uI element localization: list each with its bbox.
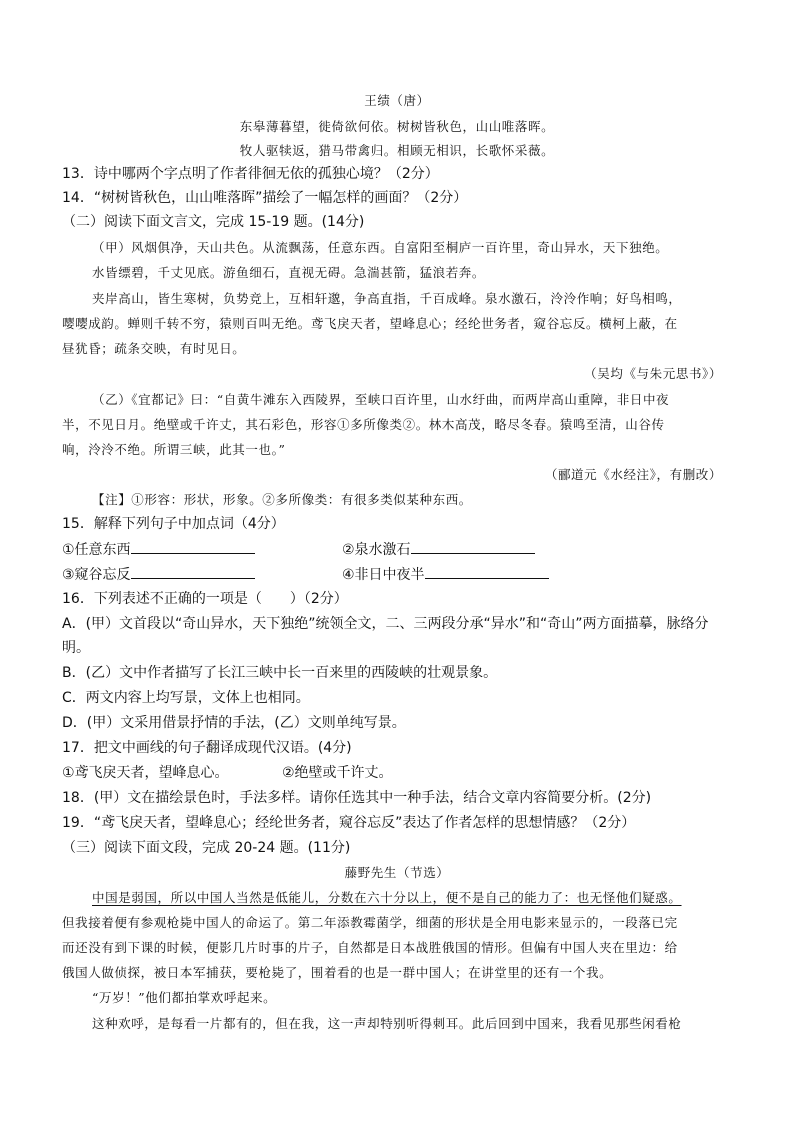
passage-a-line: 水皆缥碧，千丈见底。游鱼细石，直视无碍。急湍甚箭，猛浪若奔。 — [92, 265, 486, 280]
q16-option-b: B．(乙）文中作者描写了长江三峡中长一百来里的西陵峡的壮观景象。 — [62, 665, 498, 681]
q15-item-label: ②泉水激石 — [342, 542, 411, 558]
passage-b-line: 响，泠泠不绝。所谓三峡，此其一也。” — [62, 442, 286, 457]
passage-c-underlined-line: 中国是弱国，所以中国人当然是低能儿，分数在六十分以上，便不是自己的能力了：也无怪他们疑惑。 — [92, 890, 682, 905]
passage-b-line: （乙）《宜都记》曰：“自黄牛滩东入西陵界，至峡口百许里，山水纡曲，而两岸高山重障，非日中夜 — [92, 392, 670, 407]
passage-a-line: 昼犹昏；疏条交映，有时见日。 — [62, 341, 246, 356]
question-18: 18．(甲）文在描绘景色时，手法多样。请你任选其中一种手法，结合文章内容简要分析。(2分) — [62, 790, 652, 806]
q16-option-c: C．两文内容上均写景，文体上也相同。 — [62, 690, 310, 706]
passage-b-line: 半，不见日月。绝壁或千许丈，其石彩色，形容①多所像类②。林木高茂，略尽冬春。猿鸣至清，山谷传 — [62, 417, 665, 432]
q16-option-d: D．(甲）文采用借景抒情的手法，(乙）文则单纯写景。 — [62, 715, 406, 731]
q15-item-3 — [62, 564, 255, 585]
q16-option-a-cont: 明。 — [62, 640, 90, 656]
q15-item-2 — [342, 539, 535, 560]
passage-a-source: （吴均《与朱元思书》） — [584, 366, 722, 381]
answer-blank[interactable] — [131, 564, 255, 579]
passage-c-title: 藤野先生（节选） — [344, 865, 450, 880]
passage-a-line: （甲）风烟俱净，天山共色。从流飘荡，任意东西。自富阳至桐庐一百许里，奇山异水，天下独绝。 — [92, 240, 669, 255]
section-2-heading: （二）阅读下面文言文，完成 15-19 题。(14分) — [62, 214, 365, 230]
poem-line-1: 东皋薄暮望，徙倚欲何依。树树皆秋色，山山唯落晖。 — [239, 119, 555, 134]
question-14: 14．“树树皆秋色，山山唯落晖”描绘了一幅怎样的画面？（2分） — [62, 190, 468, 206]
passage-b-source: （郦道元《水经注》，有删改） — [544, 467, 722, 482]
answer-blank[interactable] — [131, 539, 255, 554]
q15-item-label: ③窥谷忘反 — [62, 567, 131, 583]
annotation-note: 【注】①形容：形状，形象。②多所像类：有很多类似某种东西。 — [92, 492, 472, 507]
q15-item-label: ④非日中夜半 — [342, 567, 425, 583]
answer-blank[interactable] — [425, 564, 549, 579]
question-15: 15．解释下列句子中加点词（4分） — [62, 516, 285, 532]
question-13: 13．诗中哪两个字点明了作者徘徊无依的孤独心境？（2分） — [62, 166, 439, 182]
section-3-heading: （三）阅读下面文段，完成 20-24 题。(11分) — [62, 840, 351, 856]
q17-item-1: ①鸢飞戾天者，望峰息心。 — [62, 765, 229, 781]
poem-author: 王绩（唐） — [364, 93, 430, 108]
q15-item-4 — [342, 564, 549, 585]
q17-item-2: ②绝壁或千许丈。 — [282, 765, 393, 781]
passage-a-line: 夹岸高山，皆生寒树，负势竞上，互相轩邈，争高直指，千百成峰。泉水激石，泠泠作响；好鸟相鸣， — [92, 291, 682, 306]
passage-c-line: 但我接着便有参观枪毙中国人的命运了。第二年添教霉菌学，细菌的形状是全用电影来显示的，一段落已完 — [62, 915, 678, 930]
question-16: 16．下列表述不正确的一项是（ ）（2分） — [62, 591, 348, 607]
passage-c-line: 俄国人做侦探，被日本军捕获，要枪毙了，围着看的也是一群中国人；在讲堂里的还有一个我。 — [62, 965, 613, 980]
question-17: 17．把文中画线的句子翻译成现代汉语。(4分) — [62, 740, 352, 756]
q16-option-a: A．(甲）文首段以“奇山异水，天下独绝”统领全文，二、三两段分承“异水”和“奇山”两方面描摹，脉络分 — [62, 616, 709, 632]
q15-item-1 — [62, 539, 255, 560]
passage-a-line: 嘤嘤成韵。蝉则千转不穷，猿则百叫无绝。鸢飞戾天者，望峰息心；经纶世务者，窥谷忘反。横柯上蔽，在 — [62, 316, 678, 331]
poem-line-2: 牧人驱犊返，猎马带禽归。相顾无相识，长歌怀采薇。 — [239, 143, 555, 158]
question-19: 19．“鸢飞戾天者，望峰息心；经纶世务者，窥谷忘反”表达了作者怎样的思想情感？（2分） — [62, 815, 636, 831]
passage-c-line: 而还没有到下课的时候，便影几片时事的片子，自然都是日本战胜俄国的情形。但偏有中国人夹在里边：给 — [62, 940, 678, 955]
passage-c-line: “万岁！”他们都拍掌欢呼起来。 — [92, 990, 277, 1005]
q15-item-label: ①任意东西 — [62, 542, 131, 558]
passage-c-line: 这种欢呼，是每看一片都有的，但在我，这一声却特别听得刺耳。此后回到中国来，我看见那些闲看枪 — [92, 1016, 682, 1031]
answer-blank[interactable] — [411, 539, 535, 554]
